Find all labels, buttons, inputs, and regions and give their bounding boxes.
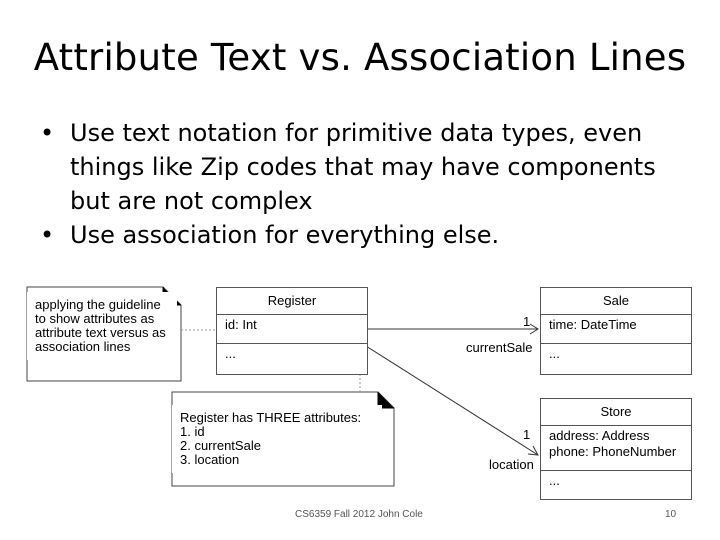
register-class	[216, 287, 368, 375]
note-line: applying the guideline	[35, 297, 161, 312]
attribute: address: Address	[549, 428, 650, 443]
class-operations: ...	[549, 346, 560, 361]
bullet-text: Use association for everything else.	[70, 221, 500, 249]
class-operations: ...	[225, 346, 236, 361]
attributes-note	[172, 405, 382, 473]
note-line: 2. currentSale	[180, 438, 261, 453]
note-line: Register has THREE attributes:	[180, 410, 362, 425]
note-line: attribute text versus as	[35, 325, 166, 340]
bullet-text: Use text notation for primitive data types, even things like Zip codes that may have components but are not complex	[70, 119, 656, 215]
role-label: currentSale	[466, 340, 533, 355]
bullet-glyph: •	[40, 119, 55, 147]
sale-class	[540, 287, 692, 375]
attribute: time: DateTime	[549, 317, 637, 332]
note-line: 3. location	[180, 452, 240, 467]
attribute: phone: PhoneNumber	[549, 444, 677, 459]
note-line: association lines	[35, 339, 131, 354]
note-line: 1. id	[180, 424, 205, 439]
class-attributes	[541, 315, 691, 344]
class-name: Register	[217, 288, 367, 315]
multiplicity-label: 1	[523, 314, 531, 329]
class-attributes	[217, 315, 367, 344]
class-name: Sale	[541, 288, 691, 315]
guideline-note	[27, 292, 177, 360]
class-name: Store	[541, 399, 691, 426]
slide-title: Attribute Text vs. Association Lines	[33, 36, 687, 79]
role-label: location	[489, 457, 534, 472]
footer-text: CS6359 Fall 2012 John Cole	[295, 509, 423, 520]
bullet-glyph: •	[40, 221, 55, 249]
class-operations: ...	[549, 473, 560, 488]
note-line: to show attributes as	[35, 311, 155, 326]
store-class	[540, 398, 692, 500]
multiplicity-label: 1	[523, 427, 531, 442]
attribute: id: Int	[225, 317, 257, 332]
page-number: 10	[665, 509, 677, 520]
class-attributes	[541, 426, 691, 471]
